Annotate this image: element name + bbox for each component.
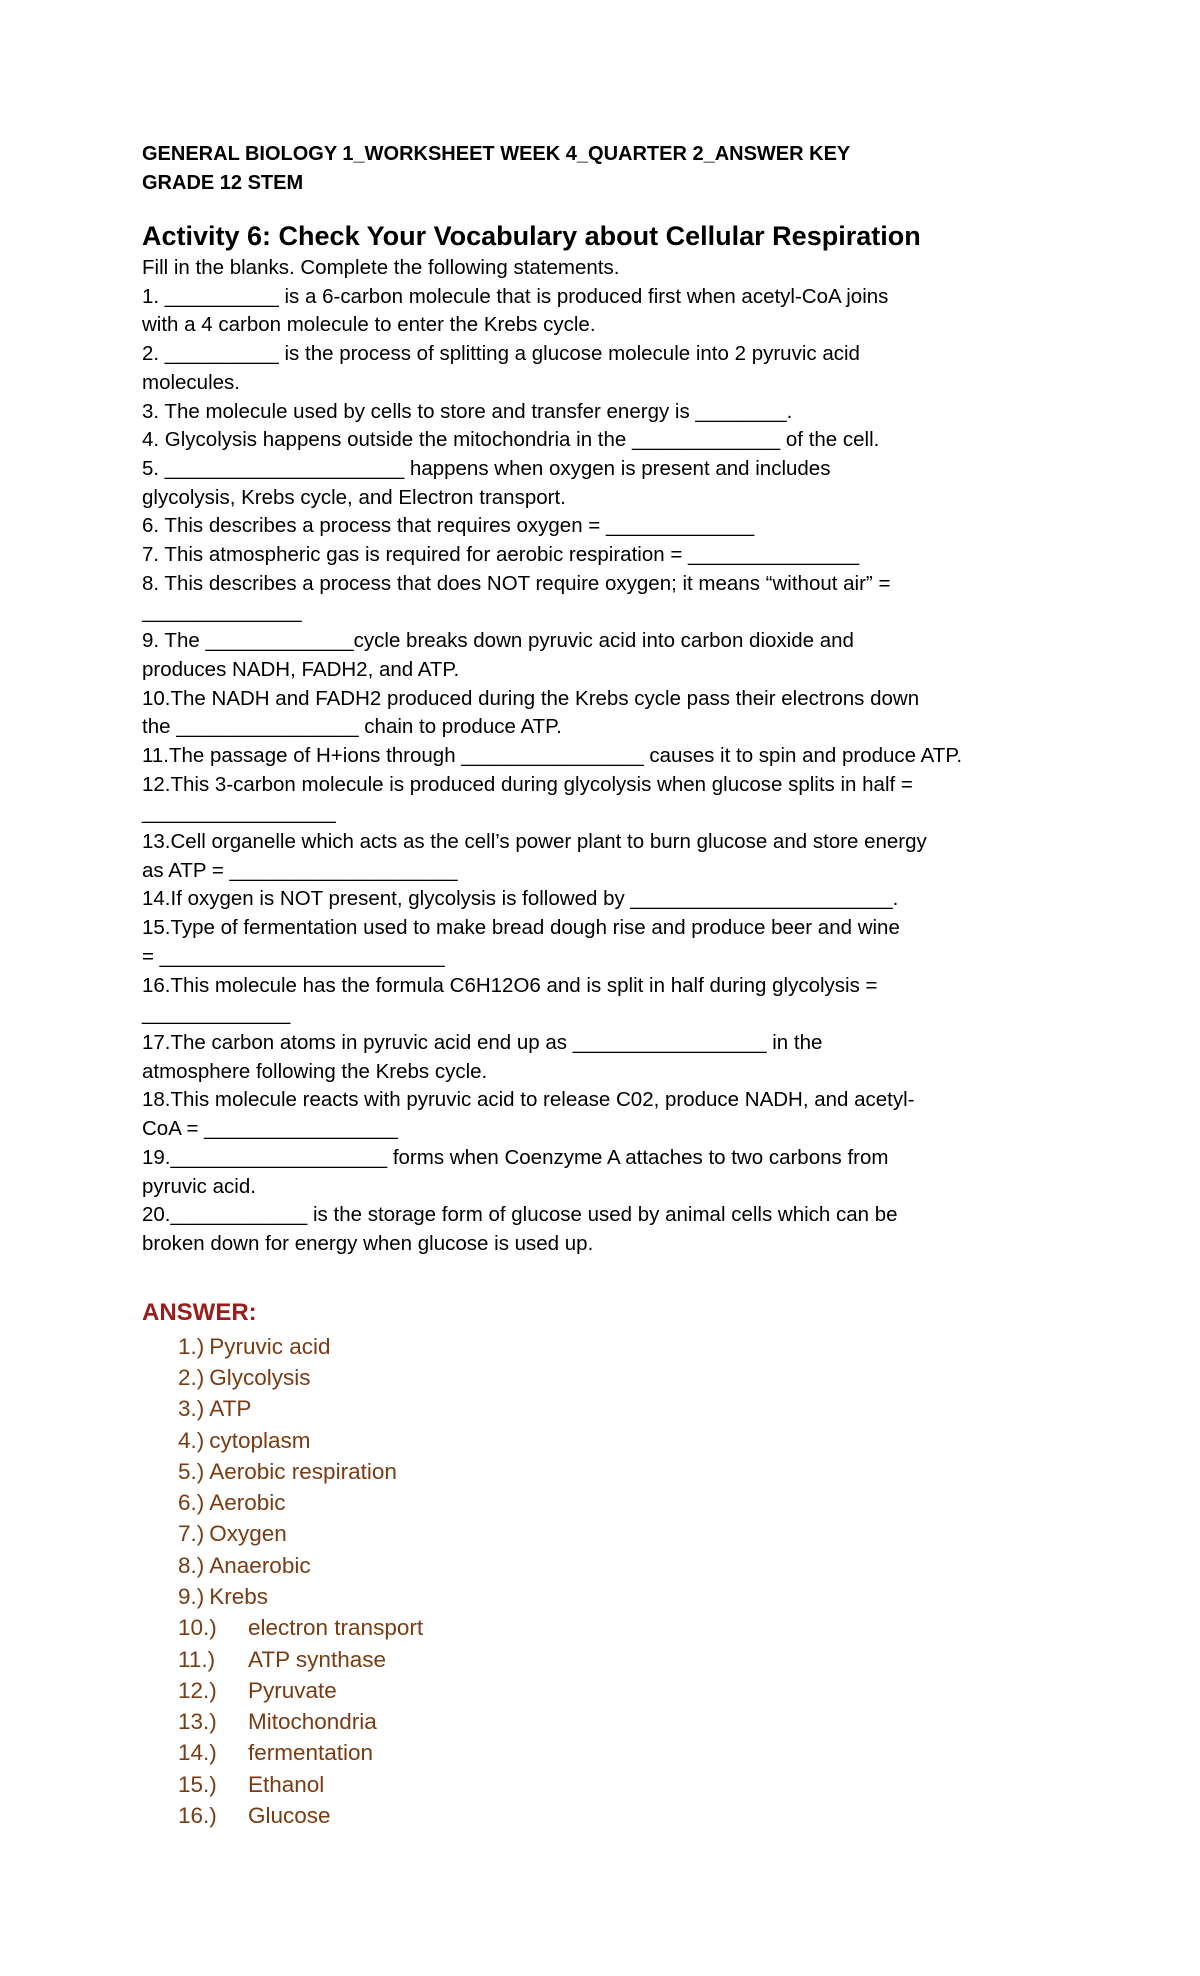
- answer-item: [142, 1331, 1042, 1362]
- question-line: 18.This molecule reacts with pyruvic acid to release C02, produce NADH, and acetyl-: [142, 1088, 915, 1112]
- question-line: 11.The passage of H+ions through ________________ causes it to spin and produce ATP.: [142, 743, 963, 767]
- question-line: with a 4 carbon molecule to enter the Krebs cycle.: [142, 313, 596, 337]
- answer-text: Pyruvic acid: [209, 1333, 331, 1359]
- question-line: _________________: [142, 801, 336, 825]
- answer-number: 1.): [178, 1333, 205, 1359]
- question-line: 14.If oxygen is NOT present, glycolysis is followed by _______________________.: [142, 887, 899, 911]
- answer-text: ATP synthase: [248, 1646, 386, 1672]
- question-list: [142, 283, 1042, 1259]
- worksheet-content: [142, 140, 1042, 1831]
- question-line: 8. This describes a process that does NOT require oxygen; it means “without air” =: [142, 571, 891, 595]
- answer-text: electron transport: [248, 1615, 424, 1641]
- answer-number: 16.): [178, 1803, 217, 1829]
- answer-number: 5.): [178, 1458, 205, 1484]
- answer-number: 6.): [178, 1490, 205, 1516]
- question-line: 13.Cell organelle which acts as the cell’s power plant to burn glucose and store energy: [142, 830, 927, 854]
- answer-item: [142, 1487, 1042, 1518]
- question-line: 17.The carbon atoms in pyruvic acid end up as _________________ in the: [142, 1030, 823, 1054]
- answer-item: [142, 1769, 1042, 1800]
- question-line: as ATP = ____________________: [142, 858, 458, 882]
- answer-item: [142, 1550, 1042, 1581]
- answer-text: Pyruvate: [248, 1677, 337, 1703]
- question-line: molecules.: [142, 370, 240, 394]
- answer-text: Mitochondria: [248, 1709, 377, 1735]
- answer-item: [142, 1425, 1042, 1456]
- answer-item: [142, 1362, 1042, 1393]
- question-line: 6. This describes a process that requires oxygen = _____________: [142, 514, 755, 538]
- answer-text: Krebs: [209, 1583, 269, 1609]
- answer-item: [142, 1800, 1042, 1831]
- answer-text: ATP: [209, 1396, 252, 1422]
- answer-item: [142, 1518, 1042, 1549]
- answer-item: [142, 1581, 1042, 1612]
- answer-number: 10.): [178, 1615, 217, 1641]
- activity-title: Activity 6: Check Your Vocabulary about Cellular Respiration: [142, 221, 921, 251]
- answer-number: 4.): [178, 1427, 205, 1453]
- answer-number: 8.): [178, 1552, 205, 1578]
- grade-label: GRADE 12 STEM: [142, 172, 304, 194]
- question-line: 10.The NADH and FADH2 produced during the Krebs cycle pass their electrons down: [142, 686, 920, 710]
- question-line: broken down for energy when glucose is used up.: [142, 1231, 594, 1255]
- question-line: 3. The molecule used by cells to store and transfer energy is ________.: [142, 399, 793, 423]
- question-line: 1. __________ is a 6-carbon molecule that is produced first when acetyl-CoA joins: [142, 284, 889, 308]
- answer-item: [142, 1456, 1042, 1487]
- question-line: 19.___________________ forms when Coenzyme A attaches to two carbons from: [142, 1145, 889, 1169]
- question-line: glycolysis, Krebs cycle, and Electron transport.: [142, 485, 566, 509]
- answer-text: Aerobic: [209, 1490, 286, 1516]
- question-line: ______________: [142, 600, 302, 624]
- question-line: 20.____________ is the storage form of glucose used by animal cells which can be: [142, 1203, 898, 1227]
- answer-number: 2.): [178, 1364, 205, 1390]
- answer-text: Glucose: [248, 1803, 331, 1829]
- question-line: the ________________ chain to produce ATP.: [142, 715, 562, 739]
- question-line: _____________: [142, 1002, 291, 1026]
- answer-heading: ANSWER:: [142, 1298, 257, 1326]
- question-line: 16.This molecule has the formula C6H12O6 and is split in half during glycolysis =: [142, 973, 878, 997]
- answer-list: [142, 1331, 1042, 1832]
- question-line: 7. This atmospheric gas is required for aerobic respiration = _______________: [142, 543, 859, 567]
- answer-text: fermentation: [248, 1740, 374, 1766]
- answer-item: [142, 1737, 1042, 1768]
- answer-number: 7.): [178, 1521, 205, 1547]
- activity-instruction: Fill in the blanks. Complete the following statements.: [142, 256, 620, 279]
- question-line: atmosphere following the Krebs cycle.: [142, 1059, 488, 1083]
- answer-item: [142, 1612, 1042, 1643]
- answer-number: 14.): [178, 1740, 217, 1766]
- question-line: produces NADH, FADH2, and ATP.: [142, 657, 460, 681]
- answer-item: [142, 1393, 1042, 1424]
- question-line: CoA = _________________: [142, 1117, 398, 1141]
- worksheet-title: GENERAL BIOLOGY 1_WORKSHEET WEEK 4_QUARTER 2_ANSWER KEY: [142, 143, 851, 165]
- answer-number: 12.): [178, 1677, 217, 1703]
- answer-item: [142, 1644, 1042, 1675]
- answer-text: Glycolysis: [209, 1364, 311, 1390]
- answer-number: 15.): [178, 1771, 217, 1797]
- question-line: pyruvic acid.: [142, 1174, 256, 1198]
- answer-text: Anaerobic: [209, 1552, 311, 1578]
- answer-text: cytoplasm: [209, 1427, 311, 1453]
- answer-number: 11.): [178, 1646, 216, 1672]
- question-line: = _________________________: [142, 944, 445, 968]
- answer-item: [142, 1706, 1042, 1737]
- question-line: 4. Glycolysis happens outside the mitochondria in the _____________ of the cell.: [142, 428, 880, 452]
- answer-text: Oxygen: [209, 1521, 287, 1547]
- answer-number: 9.): [178, 1583, 205, 1609]
- answer-text: Ethanol: [248, 1771, 325, 1797]
- question-line: 5. _____________________ happens when oxygen is present and includes: [142, 456, 831, 480]
- answer-number: 13.): [178, 1709, 217, 1735]
- question-line: 2. __________ is the process of splitting a glucose molecule into 2 pyruvic acid: [142, 342, 860, 366]
- answer-text: Aerobic respiration: [209, 1458, 397, 1484]
- answer-number: 3.): [178, 1396, 205, 1422]
- answer-item: [142, 1675, 1042, 1706]
- question-line: 9. The _____________cycle breaks down pyruvic acid into carbon dioxide and: [142, 629, 854, 653]
- question-line: 12.This 3-carbon molecule is produced during glycolysis when glucose splits in half =: [142, 772, 913, 796]
- question-line: 15.Type of fermentation used to make bread dough rise and produce beer and wine: [142, 916, 900, 940]
